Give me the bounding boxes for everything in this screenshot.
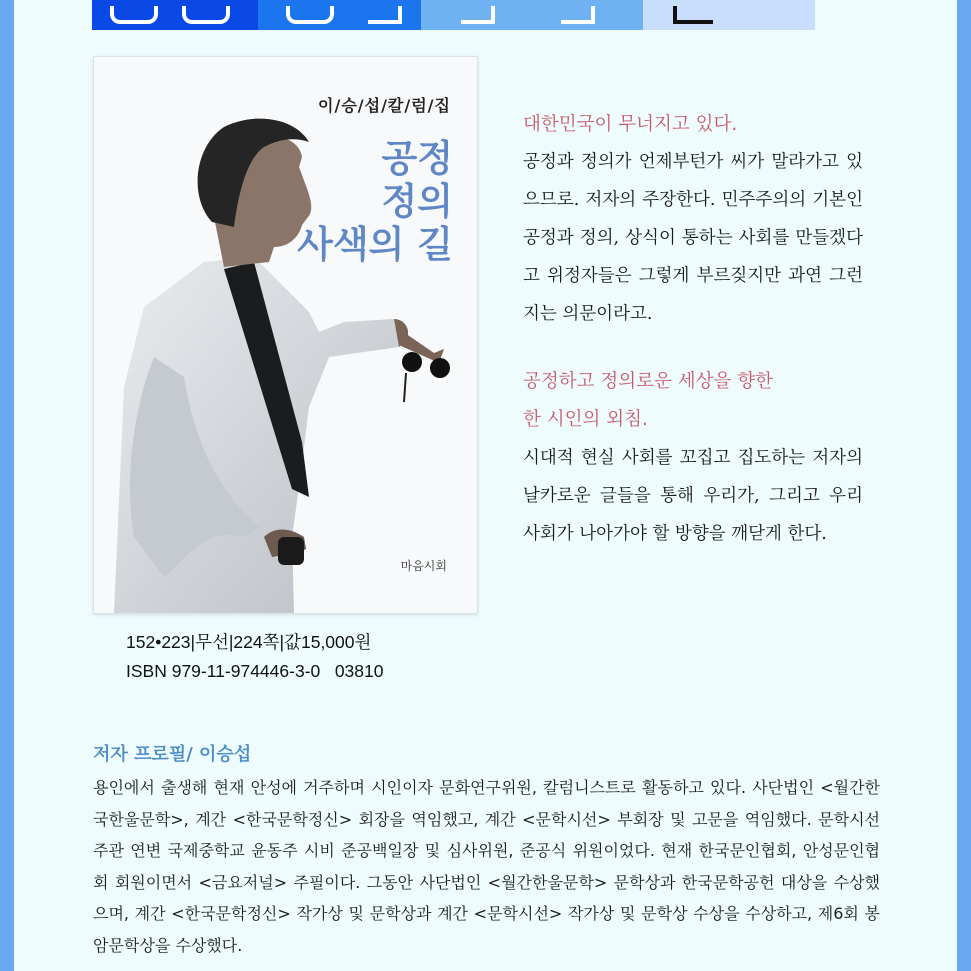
specs-line-format: 152•223|무선|224쪽|값15,000원 xyxy=(126,632,372,652)
spacer xyxy=(523,333,863,363)
blurb-headline-1: 대한민국이 무너지고 있다. xyxy=(523,114,738,135)
banner-block-4 xyxy=(643,0,815,30)
cover-title-line-2: 정의 xyxy=(381,180,453,223)
profile-heading: 저자 프로필/ 이승섭 xyxy=(93,744,252,765)
frame-right-border xyxy=(957,0,971,971)
top-banner xyxy=(92,0,815,30)
banner-block-2 xyxy=(258,0,421,30)
banner-block-1 xyxy=(92,0,258,30)
book-specs xyxy=(126,628,384,686)
blurb-column xyxy=(523,107,863,553)
frame-left-border xyxy=(0,0,14,971)
cover-series-label: 이/승/섭/칼/럼/집 xyxy=(318,96,451,115)
cover-title xyxy=(297,137,453,266)
banner-block-3 xyxy=(421,0,643,30)
blurb-headline-2a: 공정하고 정의로운 세상을 향한 xyxy=(523,371,773,392)
cover-title-line-3: 사색의 길 xyxy=(297,223,453,266)
blurb-paragraph-2: 시대적 현실 사회를 꼬집고 집도하는 저자의 날카로운 글들을 통해 우리가, 그리고 우리 사회가 나아가야 할 방향을 깨닫게 한다. xyxy=(523,448,863,544)
blurb-paragraph-1: 공정과 정의가 언제부턴가 씨가 말라가고 있으므로. 저자의 주장한다. 민주주의의 기본인 공정과 정의, 상식이 통하는 사회를 만들겠다고 위정자들은 그렇게 부르짖지만 과연 그런지는 의문이라고. xyxy=(523,152,863,324)
specs-line-isbn: ISBN 979-11-974446-3-0 03810 xyxy=(126,661,384,681)
cover-title-line-1: 공정 xyxy=(381,137,453,180)
book-cover xyxy=(93,56,478,614)
profile-body: 용인에서 출생해 현재 안성에 거주하며 시인이자 문화연구위원, 칼럼니스트로 활동하고 있다. 사단법인 <월간한국한울문학>, 계간 <한국문학정신> 회장을 역임했고, 계간 <문학시선> 부회장 및 고문을 역임했다. 문학시선 주관 연변 국제중학교 윤동주 시비 준공백일장 및 심사위원, 준공식 위원이었다. 현재 한국문인협회, 안성문인협회 회원이면서 <금요저널> 주필이다. 그동안 사단법인 <월간한울문학> 문학상과 한국문학공헌 대상을 수상했으며, 계간 <한국문학정신> 작가상 및 문학상과 계간 <문학시선> 작가상 및 문학상 수상을 수상하고, 제6회 봉암문학상을 수상했다. xyxy=(93,778,880,955)
cover-publisher: 마음시회 xyxy=(400,559,447,573)
blurb-headline-2b: 한 시인의 외침. xyxy=(523,409,648,430)
